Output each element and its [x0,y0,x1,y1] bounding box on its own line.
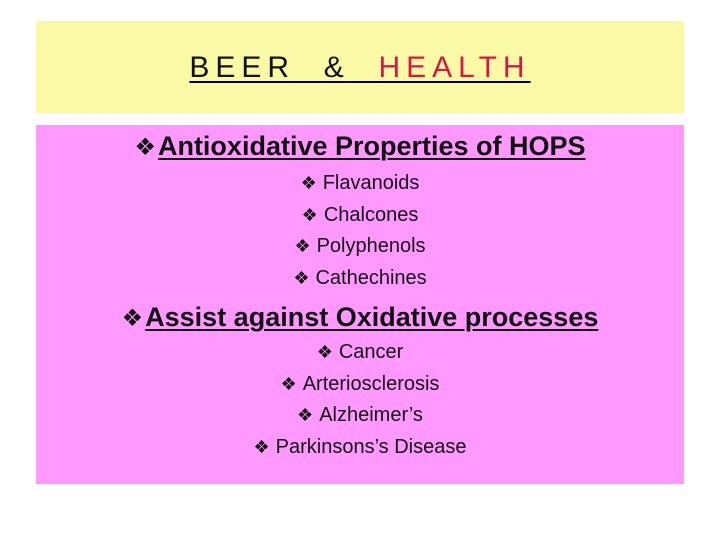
slide-title [0,48,720,88]
list-item [36,200,684,232]
diamond-bullet-icon: ❖ [316,342,333,362]
list-item-text: Arteriosclerosis [302,372,440,395]
list-item [36,231,684,263]
diamond-bullet-icon: ❖ [294,236,311,256]
section-heading-antioxidative [36,129,684,165]
list-item [36,168,684,200]
oxidative-processes-list [36,337,684,463]
list-item [36,369,684,401]
list-item-text: Cathechines [315,266,427,289]
list-item-text: Polyphenols [316,235,426,257]
list-item [36,337,684,369]
list-item [36,432,684,464]
diamond-bullet-icon: ❖ [280,373,297,394]
list-item-text: Chalcones [323,203,419,226]
title-ampersand: & [323,51,350,84]
list-item [36,263,684,295]
diamond-bullet-icon: ❖ [300,173,317,193]
section-heading-text: Antioxidative Properties of HOPS [157,131,586,161]
list-item-text: Parkinsons’s Disease [275,435,467,458]
list-item-text: Alzheimer’s [319,404,423,426]
diamond-bullet-icon: ❖ [121,305,144,332]
hops-properties-list [36,168,684,294]
section-heading-oxidative [36,300,684,336]
title-word-beer: BEER [189,51,296,84]
diamond-bullet-icon: ❖ [253,436,270,457]
diamond-bullet-icon: ❖ [134,134,156,161]
list-item-text: Flavanoids [322,172,420,194]
diamond-bullet-icon: ❖ [301,204,318,225]
list-item-text: Cancer [338,341,404,363]
diamond-bullet-icon: ❖ [293,267,310,288]
section-heading-text: Assist against Oxidative processes [145,302,599,332]
list-item [36,400,684,432]
diamond-bullet-icon: ❖ [297,405,314,425]
title-word-health: HEALTH [378,51,531,84]
